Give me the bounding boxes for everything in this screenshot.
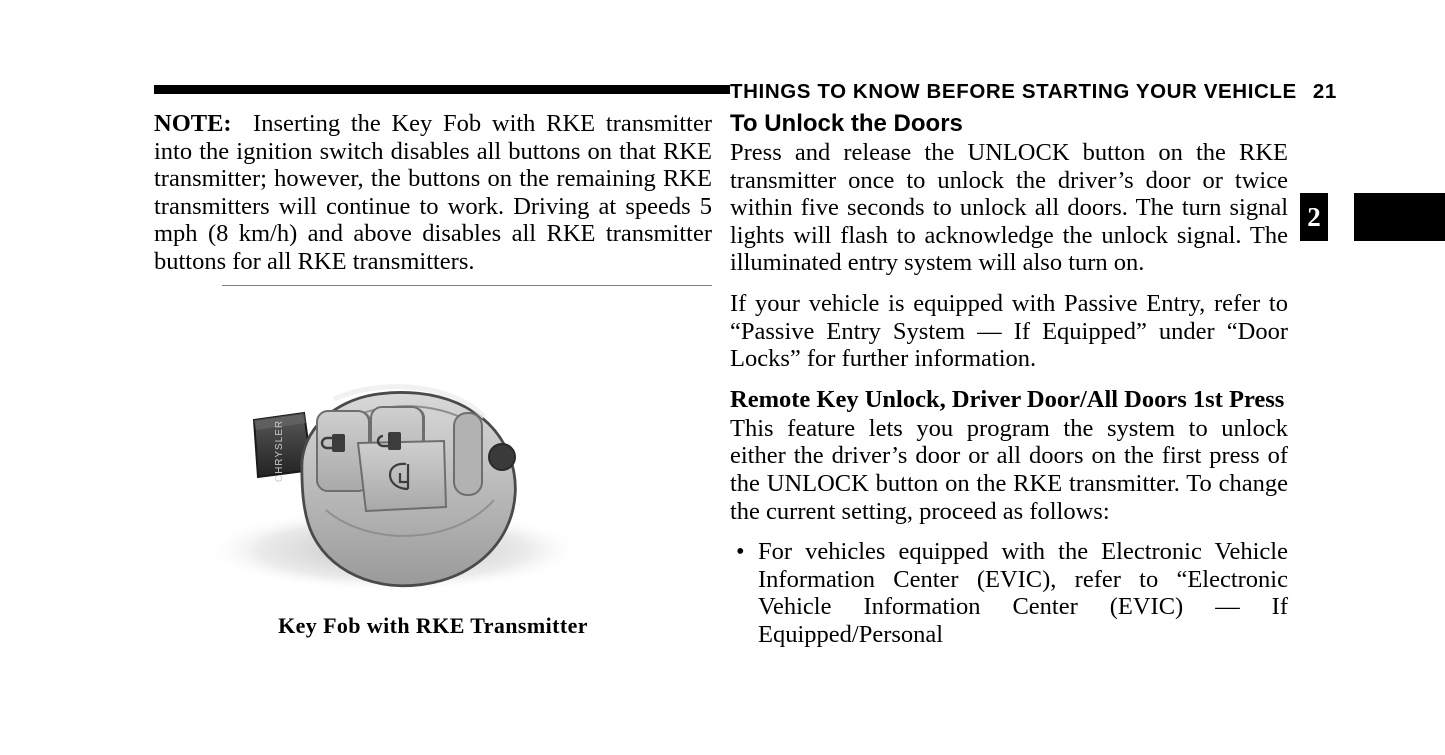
bullet-list bbox=[730, 538, 1288, 648]
page-number: 21 bbox=[1312, 80, 1337, 103]
paragraph-unlock-doors: Press and release the UNLOCK button on the RKE transmitter once to unlock the driver’s door or twice within five seconds to unlock all doors. The turn signal lights will flash to acknowledge the unlock signal. The illuminated entry system will also turn on. bbox=[730, 139, 1288, 277]
svg-text:CHRYSLER: CHRYSLER bbox=[274, 419, 285, 483]
figure-divider bbox=[222, 285, 712, 286]
page-header bbox=[730, 80, 1337, 104]
key-fob-illustration-icon bbox=[154, 295, 712, 655]
header-title-text: THINGS TO KNOW BEFORE STARTING YOUR VEHICLE bbox=[730, 80, 1297, 103]
paragraph-passive-entry: If your vehicle is equipped with Passive Entry, refer to “Passive Entry System — If Equipped” under “Door Locks” for further information. bbox=[730, 289, 1288, 373]
section-heading: To Unlock the Doors bbox=[730, 110, 963, 137]
bullet-marker: • bbox=[736, 538, 745, 566]
paragraph-remote-key-unlock: This feature lets you program the system to unlock either the driver’s door or all doors on the first press of the UNLOCK button on the RKE transmitter. To change the current setting, proceed as follows: bbox=[730, 414, 1288, 525]
chapter-tab-number: 2 bbox=[1300, 193, 1328, 241]
section-subheading: Remote Key Unlock, Driver Door/All Doors 1st Press bbox=[730, 385, 1285, 413]
note-paragraph bbox=[154, 110, 712, 276]
panic-button bbox=[454, 413, 482, 495]
list-item bbox=[730, 538, 1288, 648]
chapter-tab-gap bbox=[1328, 193, 1354, 241]
note-text: Inserting the Key Fob with RKE transmitter into the ignition switch disables all buttons on that RKE transmitter; however, the buttons on the remaining RKE transmitters will continue to work. Driving at speeds 5 mph (8 km/h) and above disables all RKE transmitter buttons for all RKE transmitters. bbox=[154, 110, 712, 275]
right-column bbox=[730, 110, 1288, 649]
note-label: NOTE: bbox=[154, 110, 232, 137]
key-fob-figure bbox=[154, 295, 712, 655]
header-rule bbox=[154, 85, 730, 94]
trunk-button bbox=[358, 441, 446, 511]
figure-caption: Key Fob with RKE Transmitter bbox=[278, 613, 588, 638]
left-column bbox=[154, 110, 712, 276]
list-item-text: For vehicles equipped with the Electronic Vehicle Information Center (EVIC), refer to “Electronic Vehicle Information Center (EVIC) — If Equipped/Personal bbox=[758, 538, 1288, 648]
key-ring-hole bbox=[489, 444, 515, 470]
